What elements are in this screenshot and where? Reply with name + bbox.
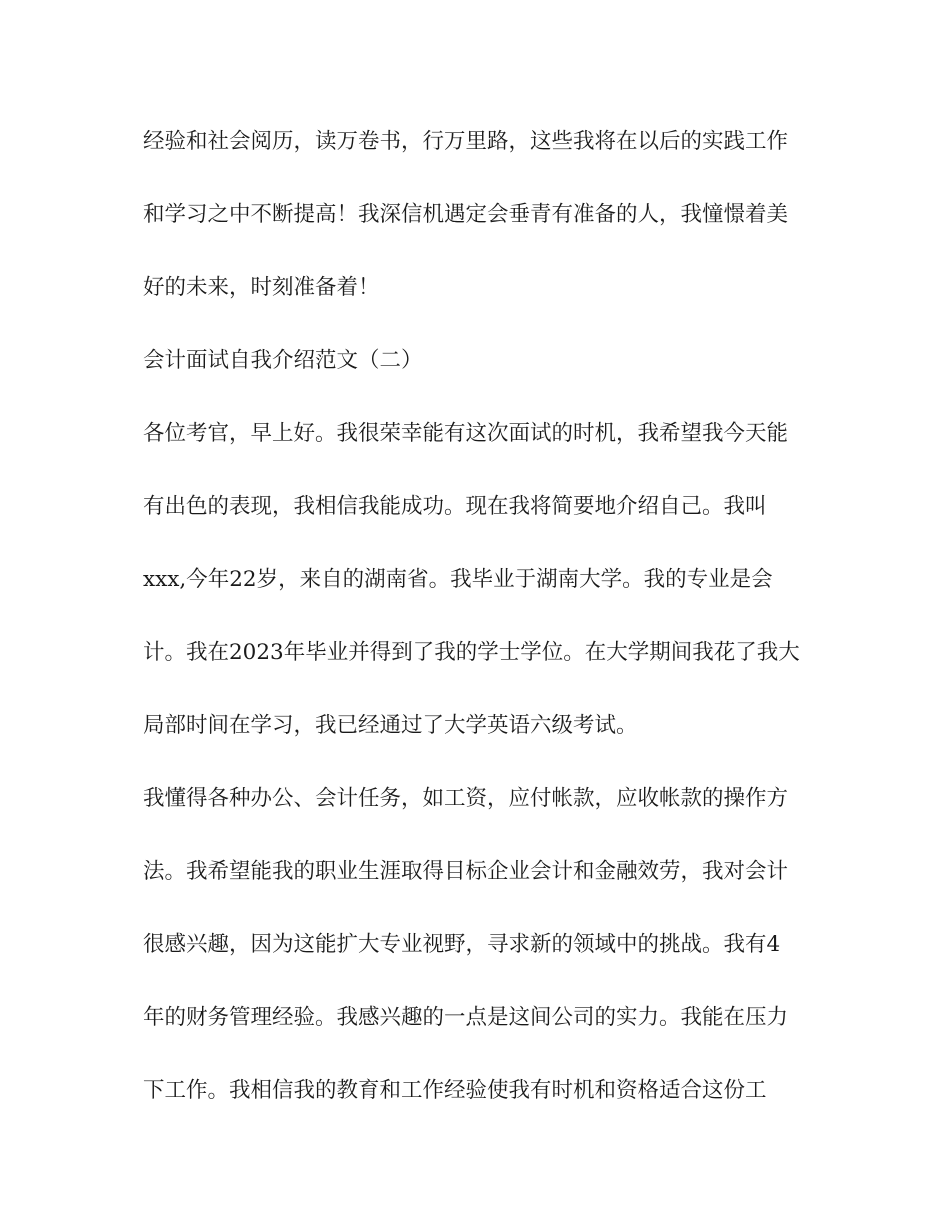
text-line: 和学习之中不断提高！我深信机遇定会垂青有准备的人，我憧憬着美	[143, 202, 789, 227]
text-line: 好的未来，时刻准备着！	[143, 275, 380, 300]
text-line: 法。我希望能我的职业生涯取得目标企业会计和金融效劳，我对会计	[143, 859, 789, 884]
text-line: 我懂得各种办公、会计任务，如工资，应付帐款，应收帐款的操作方	[143, 786, 789, 811]
section-heading: 会计面试自我介绍范文（二）	[143, 348, 423, 373]
text-line: 计。我在2023年毕业并得到了我的学士学位。在大学期间我花了我大	[143, 640, 800, 665]
text-line: 很感兴趣，因为这能扩大专业视野，寻求新的领域中的挑战。我有4	[143, 932, 781, 957]
text-line: 局部时间在学习，我已经通过了大学英语六级考试。	[143, 713, 638, 738]
text-line: 有出色的表现，我相信我能成功。现在我将简要地介绍自己。我叫	[143, 494, 767, 519]
text-line: 年的财务管理经验。我感兴趣的一点是这间公司的实力。我能在压力	[143, 1005, 789, 1030]
text-line: 经验和社会阅历，读万卷书，行万里路，这些我将在以后的实践工作	[143, 129, 789, 154]
text-line: xxx,今年22岁，来自的湖南省。我毕业于湖南大学。我的专业是会	[143, 567, 773, 592]
text-line: 下工作。我相信我的教育和工作经验使我有时机和资格适合这份工	[143, 1078, 767, 1103]
text-line: 各位考官，早上好。我很荣幸能有这次面试的时机，我希望我今天能	[143, 421, 789, 446]
